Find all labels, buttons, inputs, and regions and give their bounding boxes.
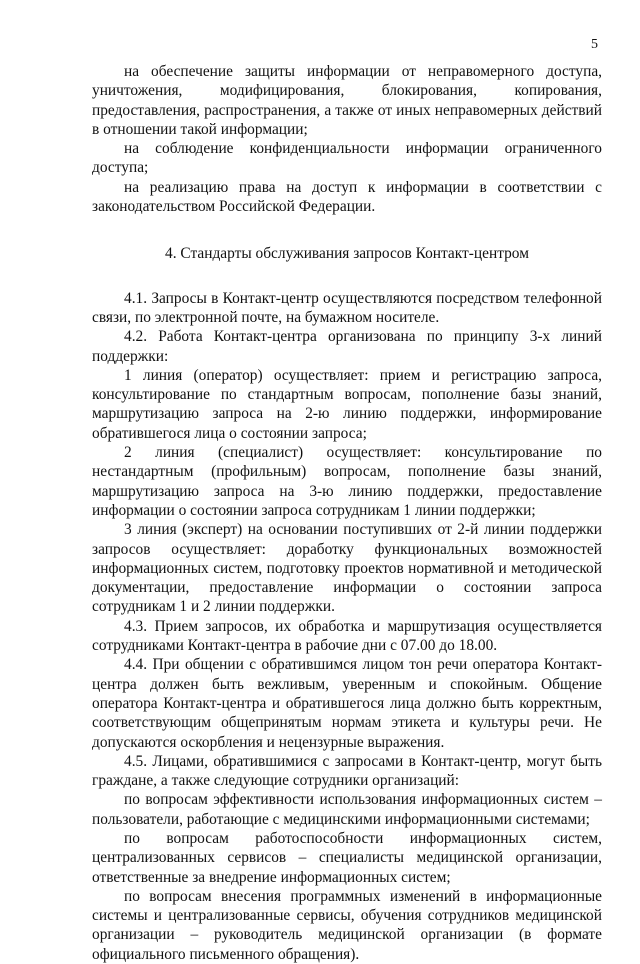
section-heading: 4. Стандарты обслуживания запросов Контакт-центром: [165, 245, 529, 263]
paragraph-protection-goals: на обеспечение защиты информации от неправомерного доступа, уничтожения, модифицирования, блокирования, копирования, предоставления, распространения, а также от иных неправомерных действий в отношении такой информации;: [92, 63, 602, 138]
paragraph-access-right: на реализацию права на доступ к информации в соответствии с законодательством Российской Федерации.: [92, 178, 602, 216]
paragraph-head: по вопросам внесения программных изменений в информационные системы и централизованные сервисы, обучения сотрудников медицинской организации – руководитель медицинской организации (в формате официального письменного обращения).: [92, 887, 602, 963]
paragraph-line-3: 3 линия (эксперт) на основании поступивших от 2-й линии поддержки запросов осуществляет: доработку функциональных возможностей информационных систем, подготовку проектов нормативной и методической документации, предоставление информации о состоянии запроса сотрудникам 1 и 2 линии поддержки.: [92, 521, 602, 616]
paragraph-line-2: 2 линия (специалист) осуществляет: консультирование по нестандартным (профильным) вопросам, пополнение базы знаний, маршрутизацию запроса на 3-ю линию поддержки, предоставление информации о состоянии запроса сотрудникам 1 линии поддержки;: [92, 444, 602, 519]
paragraph-4-1: 4.1. Запросы в Контакт-центр осуществляются посредством телефонной связи, по электронной почте, на бумажном носителе.: [92, 289, 602, 326]
paragraph-4-2: 4.2. Работа Контакт-центра организована по принципу 3-х линий поддержки:: [92, 328, 602, 365]
page-number: 5: [591, 37, 598, 52]
paragraph-users: по вопросам эффективности использования информационных систем – пользователи, работающие с медицинскими информационными системами;: [92, 791, 602, 828]
paragraph-4-5: 4.5. Лицами, обратившимися с запросами в Контакт-центр, могут быть граждане, а также следующие сотрудники организаций:: [92, 752, 602, 790]
paragraph-line-1: 1 линия (оператор) осуществляет: прием и регистрацию запроса, консультирование по стандартным вопросам, пополнение базы знаний, маршрутизацию запроса на 2-ю линию поддержки, информирование обратившегося лица о состоянии запроса;: [92, 366, 602, 442]
paragraph-confidentiality: на соблюдение конфиденциальности информации ограниченного доступа;: [92, 140, 602, 177]
paragraph-4-3: 4.3. Прием запросов, их обработка и маршрутизация осуществляется сотрудниками Контакт-центра в рабочие дни с 07.00 до 18.00.: [92, 617, 602, 655]
paragraph-4-4: 4.4. При общении с обратившимся лицом тон речи оператора Контакт-центра должен быть вежливым, уверенным и спокойным. Общение оператора Контакт-центра и обратившегося лица должно быть корректным, соответствующим общепринятым нормам этикета и культуры речи. Не допускаются оскорбления и нецензурные выражения.: [92, 656, 602, 751]
paragraph-specialists: по вопросам работоспособности информационных систем, централизованных сервисов – специалисты медицинской организации, ответственные за внедрение информационных систем;: [92, 829, 602, 886]
document-body: [92, 62, 602, 964]
